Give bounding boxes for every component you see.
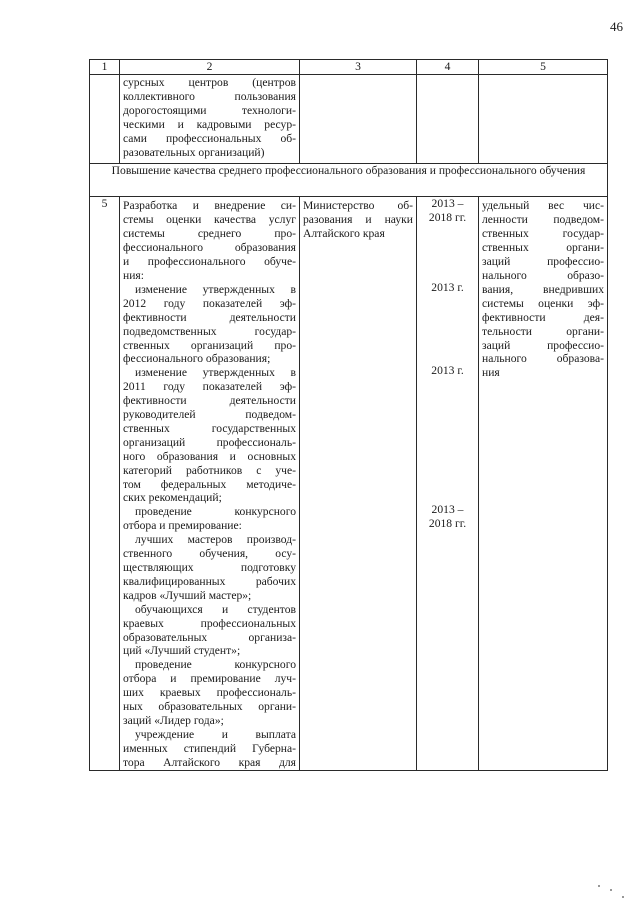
measure-line: изменение утвержденных в xyxy=(135,366,296,380)
measure-line: кадров «Лучший мастер»; xyxy=(123,588,252,602)
measures-table xyxy=(89,59,608,771)
timeline-spacer xyxy=(420,225,475,281)
indicator-line: ленности подведом- xyxy=(482,213,604,227)
timeline-entry: 2013 г. xyxy=(431,364,464,378)
scan-speck xyxy=(610,889,612,891)
continuation-line: ческими и кадровыми ресур- xyxy=(123,117,296,131)
measure-line: Разработка и внедрение си- xyxy=(123,199,296,213)
measure-line: ния: xyxy=(123,268,144,282)
continuation-col4-cell xyxy=(417,75,479,164)
measure-line: ственного обучения, осу- xyxy=(123,547,296,561)
measure-line: проведение конкурсного xyxy=(135,658,296,672)
measure-line: проведение конкурсного xyxy=(135,505,296,519)
header-col-1: 1 xyxy=(90,60,120,75)
measure-line: том федеральных методиче- xyxy=(123,477,296,491)
indicator-line: нального образо- xyxy=(482,268,604,282)
measure-line: заций «Лидер года»; xyxy=(123,713,224,727)
indicator-line: тельности органи- xyxy=(482,324,604,338)
measure-line: 2012 году показателей эф- xyxy=(123,296,296,310)
timeline-spacer xyxy=(420,295,475,365)
measure-line: учреждение и выплата xyxy=(135,727,296,741)
indicator-line: удельный вес чис- xyxy=(482,199,604,213)
row-number: 5 xyxy=(90,197,120,770)
header-col-4: 4 xyxy=(417,60,479,75)
continuation-line: коллективного пользования xyxy=(123,89,296,103)
indicator-line: нального образова- xyxy=(482,352,604,366)
indicator-line: фективности дея- xyxy=(482,310,604,324)
continuation-col3-cell xyxy=(300,75,417,164)
continuation-row xyxy=(90,75,608,164)
measure-line: фессионального образования; xyxy=(123,352,271,366)
measure-line: краевых профессиональных xyxy=(123,616,296,630)
continuation-line: сами профессиональных об- xyxy=(123,131,296,145)
page-number: 46 xyxy=(610,19,623,34)
measure-line: образовательных организа- xyxy=(123,630,296,644)
measure-line: отбора и премирование луч- xyxy=(123,672,296,686)
measure-line: обучающихся и студентов xyxy=(135,602,296,616)
measure-line: ских рекомендаций; xyxy=(123,491,222,505)
measure-line: категорий работников с уче- xyxy=(123,463,296,477)
timeline-entry: 2018 гг. xyxy=(428,517,467,531)
measure-line: фективности деятельности xyxy=(123,310,296,324)
measure-line: тора Алтайского края для xyxy=(123,755,296,769)
timeline-cell xyxy=(417,197,479,770)
continuation-line: разовательных организаций) xyxy=(123,145,265,159)
timeline-entry: 2013 – xyxy=(431,197,464,211)
responsible-line: разования и науки xyxy=(303,213,413,227)
continuation-line: сурсных центров (центров xyxy=(123,76,296,89)
responsible-line: Алтайского края xyxy=(303,227,385,241)
timeline-entry: 2013 г. xyxy=(431,280,464,294)
section-row xyxy=(90,164,608,197)
measure-line: организаций профессиональ- xyxy=(123,435,296,449)
measure-line: именных стипендий Губерна- xyxy=(123,741,296,755)
measure-line: фективности деятельности xyxy=(123,394,296,408)
header-col-3: 3 xyxy=(300,60,417,75)
measure-line: лучших мастеров производ- xyxy=(135,533,296,547)
measure-line: ственных организаций про- xyxy=(123,338,296,352)
measure-line: фессионального образования xyxy=(123,241,296,255)
measure-line: ного образования и основных xyxy=(123,449,296,463)
measure-line: и профессионального обуче- xyxy=(123,255,296,269)
measure-line: ных образовательных органи- xyxy=(123,700,296,714)
measure-line: системы среднего про- xyxy=(123,227,296,241)
measure-line: 2011 году показателей эф- xyxy=(123,380,296,394)
indicator-line: заций профессио- xyxy=(482,255,604,269)
measure-line: стемы оценки качества услуг xyxy=(123,213,296,227)
measure-description-cell xyxy=(120,197,300,770)
indicator-line: заций профессио- xyxy=(482,338,604,352)
timeline-entry: 2013 – xyxy=(431,503,464,517)
indicator-cell xyxy=(479,197,608,770)
measure-line: ций «Лучший студент»; xyxy=(123,644,241,658)
measure-line: ственных государственных xyxy=(123,421,296,435)
measure-line: ших краевых профессиональ- xyxy=(123,686,296,700)
continuation-num-cell xyxy=(90,75,120,164)
header-col-2: 2 xyxy=(120,60,300,75)
timeline-spacer xyxy=(420,378,475,503)
scan-speck xyxy=(622,896,624,898)
responsible-line: Министерство об- xyxy=(303,199,413,213)
measure-line: отбора и премирование: xyxy=(123,519,242,533)
measure-line: ществляющих подготовку xyxy=(123,561,296,574)
continuation-col5-cell xyxy=(479,75,608,164)
indicator-line: ственных государ- xyxy=(482,227,604,241)
header-row xyxy=(90,60,608,75)
indicator-line: ния xyxy=(482,366,500,380)
continuation-line: дорогостоящими технологи- xyxy=(123,103,296,117)
indicator-line: системы оценки эф- xyxy=(482,296,604,310)
section-title: Повышение качества среднего профессионального образования и профессионального обучения xyxy=(90,164,608,197)
header-col-5: 5 xyxy=(479,60,608,75)
timeline-entry: 2018 гг. xyxy=(428,211,467,225)
measure-line: квалифицированных рабочих xyxy=(123,574,296,588)
table-row xyxy=(90,197,608,770)
scan-speck xyxy=(598,885,600,887)
responsible-cell xyxy=(300,197,417,770)
measure-line: руководителей подведом- xyxy=(123,408,296,422)
indicator-line: вания, внедривших xyxy=(482,282,604,296)
indicator-line: ственных органи- xyxy=(482,241,604,255)
measure-line: подведомственных государ- xyxy=(123,324,296,338)
continuation-text-cell xyxy=(120,75,300,164)
measure-line: изменение утвержденных в xyxy=(135,282,296,296)
